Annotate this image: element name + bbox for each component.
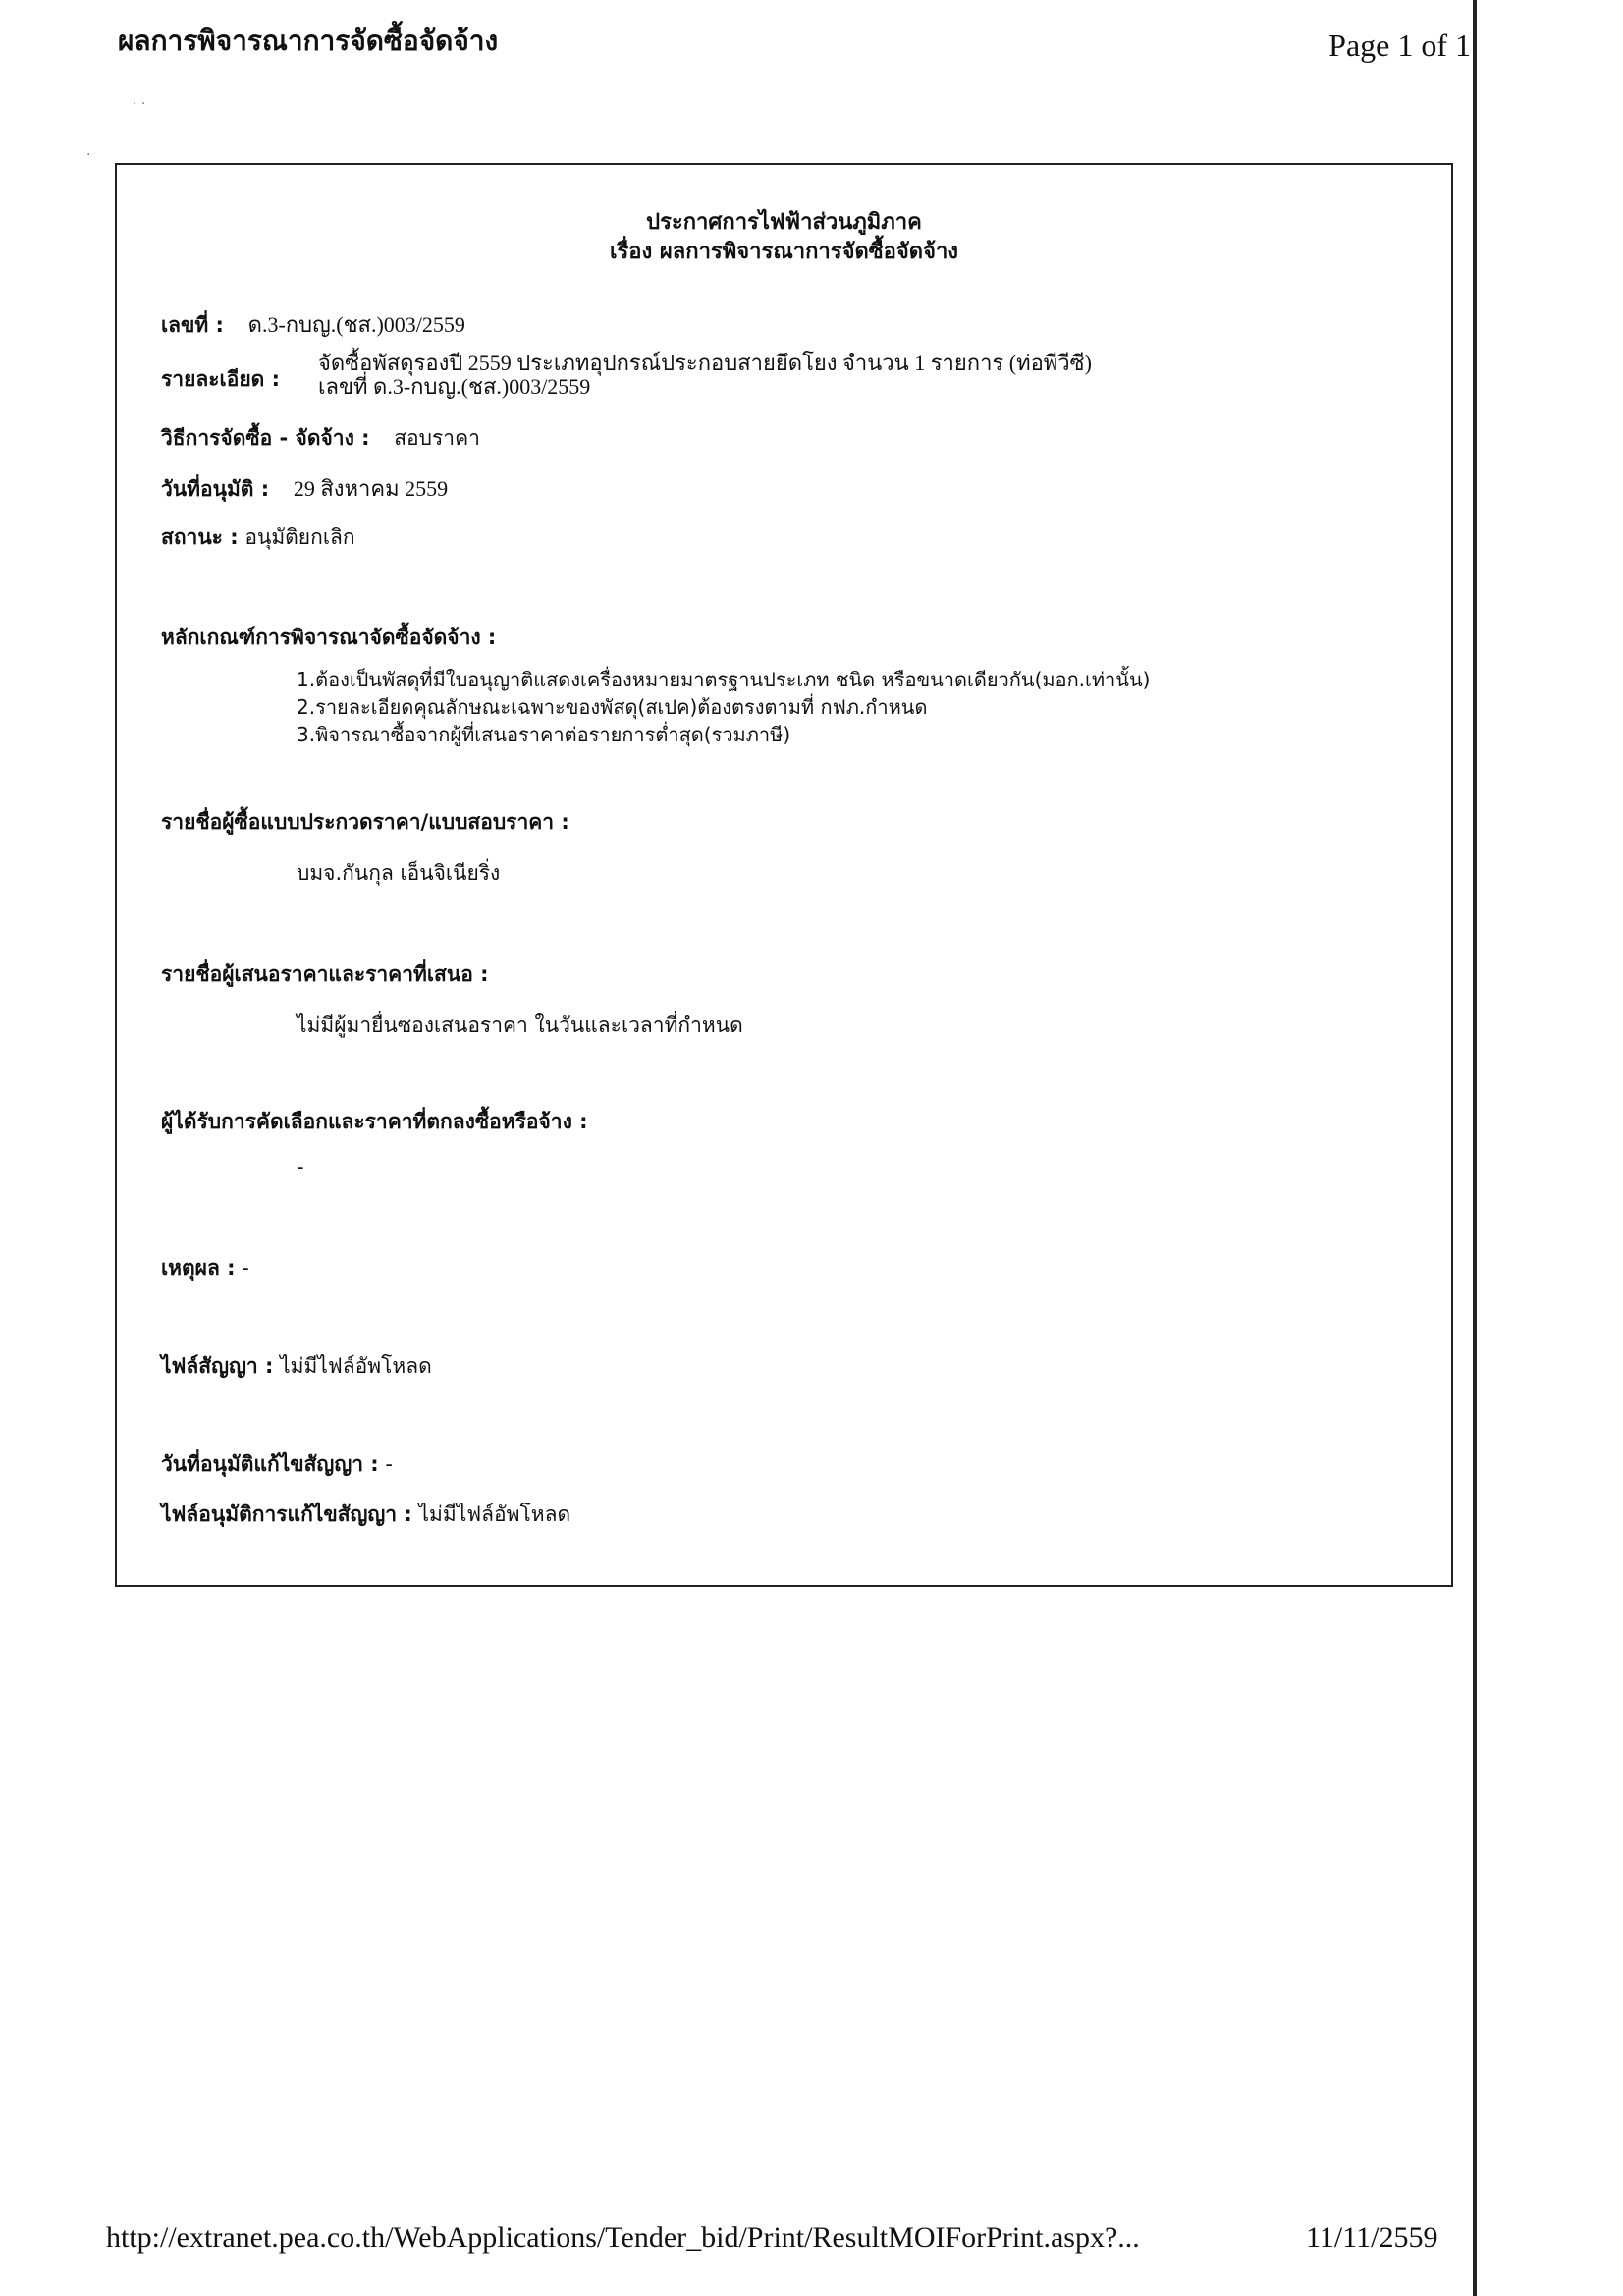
- print-footer-url: http://extranet.pea.co.th/WebApplications/Tender_bid/Print/ResultMOIForPrint.aspx?...: [106, 2221, 1140, 2254]
- approve-date-label: วันที่อนุมัติ :: [161, 477, 270, 501]
- buyers-label: รายชื่อผู้ซื้อแบบประกวดราคา/แบบสอบราคา :: [161, 810, 569, 834]
- scan-speck: ·: [86, 147, 91, 163]
- method-row: [161, 422, 480, 455]
- number-row: [161, 307, 465, 342]
- criteria-item: 2.รายละเอียดคุณลักษณะเฉพาะของพัสดุ(สเปค)ต้องตรงตามที่ กฟภ.กำหนด: [297, 695, 928, 719]
- detail-line: จัดซื้อพัสดุรองปี 2559 ประเภทอุปกรณ์ประกอบสายยึดโยง จำนวน 1 รายการ (ท่อพีวีซี): [318, 351, 1092, 375]
- print-footer-date: 11/11/2559: [1306, 2221, 1438, 2254]
- announcement-subject: เรื่อง ผลการพิจารณาการจัดซื้อจัดจ้าง: [609, 240, 959, 264]
- buyers-value: บมจ.กันกุล เอ็นจิเนียริ่ง: [297, 861, 501, 885]
- contract-file-row: [161, 1350, 432, 1383]
- contract-file-value: ไม่มีไฟล์อัพโหลด: [280, 1354, 432, 1378]
- amend-date-label: วันที่อนุมัติแก้ไขสัญญา :: [161, 1452, 379, 1476]
- reason-value: -: [242, 1256, 249, 1280]
- approve-date-row: [161, 471, 448, 506]
- print-page-number: Page 1 of 1: [1328, 27, 1471, 63]
- detail-label: รายละเอียด :: [161, 367, 280, 391]
- scan-speck: · ·: [133, 96, 146, 112]
- criteria-list: [297, 666, 1150, 748]
- number-value: ด.3-กบญ.(ชส.)003/2559: [247, 312, 465, 337]
- method-value: สอบราคา: [394, 426, 480, 450]
- status-label: สถานะ :: [161, 525, 239, 549]
- status-value: อนุมัติยกเลิก: [244, 525, 355, 549]
- amend-date-row: [161, 1449, 393, 1481]
- criteria-item: 1.ต้องเป็นพัสดุที่มีใบอนุญาติแสดงเครื่องหมายมาตรฐานประเภท ชนิด หรือขนาดเดียวกัน(มอก.เท่านั้น): [297, 668, 1151, 691]
- page-edge-rule: [1473, 0, 1477, 2296]
- approve-date-value: 29 สิงหาคม 2559: [293, 476, 449, 501]
- criteria-label: หลักเกณฑ์การพิจารณาจัดซื้อจัดจ้าง :: [161, 626, 497, 649]
- announcement-frame: [115, 163, 1453, 1587]
- detail-text: [318, 352, 1092, 399]
- reason-label: เหตุผล :: [161, 1256, 236, 1280]
- announcement-heading: ประกาศการไฟฟ้าส่วนภูมิภาค: [646, 210, 922, 235]
- selected-label: ผู้ได้รับการคัดเลือกและราคาที่ตกลงซื้อหรือจ้าง :: [161, 1110, 588, 1133]
- amend-date-value: -: [385, 1452, 393, 1476]
- method-label: วิธีการจัดซื้อ - จัดจ้าง :: [161, 426, 370, 450]
- number-label: เลขที่ :: [161, 313, 224, 337]
- bidders-value: ไม่มีผู้มายื่นซองเสนอราคา ในวันและเวลาที่กำหนด: [297, 1013, 743, 1037]
- status-row: [161, 521, 355, 554]
- reason-row: [161, 1252, 249, 1285]
- contract-file-label: ไฟล์สัญญา :: [161, 1354, 274, 1378]
- amend-file-value: ไม่มีไฟล์อัพโหลด: [418, 1503, 571, 1526]
- detail-line: เลขที่ ด.3-กบญ.(ชส.)003/2559: [318, 374, 591, 399]
- bidders-label: รายชื่อผู้เสนอราคาและราคาที่เสนอ :: [161, 962, 489, 986]
- print-header-title: ผลการพิจารณาการจัดซื้อจัดจ้าง: [118, 25, 499, 57]
- selected-value: -: [297, 1155, 304, 1178]
- amend-file-label: ไฟล์อนุมัติการแก้ไขสัญญา :: [161, 1503, 412, 1526]
- amend-file-row: [161, 1499, 570, 1531]
- criteria-item: 3.พิจารณาซื้อจากผู้ที่เสนอราคาต่อรายการต่ำสุด(รวมภาษี): [297, 723, 791, 746]
